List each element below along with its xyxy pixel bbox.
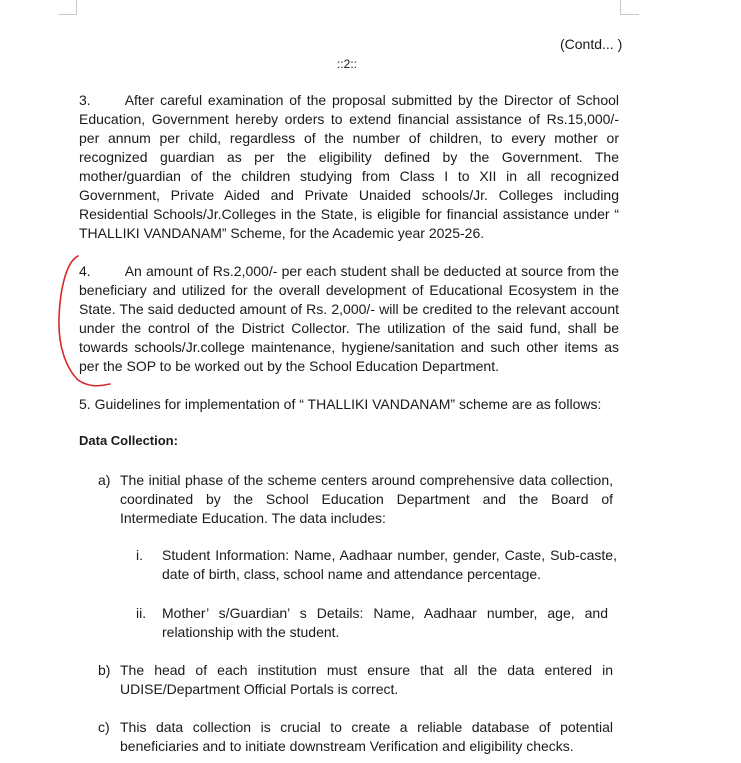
list-marker: ii. (136, 605, 147, 621)
list-item-text: This data collection is crucial to create a reliable database of potential beneficiaries and to initiate downstream Verification and eligibility checks. (120, 719, 613, 754)
list-marker: b) (98, 662, 111, 678)
section-heading: Data Collection: (79, 433, 178, 448)
list-marker: a) (98, 472, 111, 488)
list-item-text: Student Information: Name, Aadhaar number, gender, Caste, Sub-caste, date of birth, class, school name and attendance percentage. (162, 547, 617, 582)
list-item-text: Mother’ s/Guardian’ s Details: Name, Aadhaar number, age, and relationship with the student. (162, 605, 608, 640)
list-item-text: The head of each institution must ensure that all the data entered in UDISE/Department Official Portals is correct. (120, 662, 613, 697)
paragraph-number: 3. (79, 92, 91, 108)
paragraph-text: After careful examination of the proposal submitted by the Director of School Education, Government hereby orders to extend financial assistance of Rs.15,000/- per annum per child, regardless of the number of children, to every mother or recognized guardian as per the eligibility defined by the Government. The mother/guardian of the children studying from Class I to XII in all recognized Government, Private Aided and Private Unaided schools/Jr. Colleges including Residential Schools/Jr.Colleges in the State, is eligible for financial assistance under “ THALLIKI VANDANAM” Scheme, for the Academic year 2025-26. (79, 92, 619, 241)
paragraph-text: An amount of Rs.2,000/- per each student shall be deducted at source from the beneficiary and utilized for the overall development of Educational Ecosystem in the State. The said deducted amount of Rs. 2,000/- will be credited to the relevant account under the control of the District Collector. The utilization of the said fund, shall be towards schools/Jr.college maintenance, hygiene/sanitation and such other items as per the SOP to be worked out by the School Education Department. (79, 263, 619, 374)
paragraph-text: 5. Guidelines for implementation of “ THALLIKI VANDANAM” scheme are as follows: (79, 396, 602, 412)
list-marker: i. (136, 547, 143, 563)
paragraph-number: 4. (79, 263, 91, 279)
page-number: ::2:: (337, 57, 358, 71)
continued-label: (Contd... ) (560, 36, 623, 52)
list-item-text: The initial phase of the scheme centers around comprehensive data collection, coordinated by the School Education Department and the Board of Intermediate Education. The data includes: (120, 472, 613, 526)
list-marker: c) (98, 719, 110, 735)
